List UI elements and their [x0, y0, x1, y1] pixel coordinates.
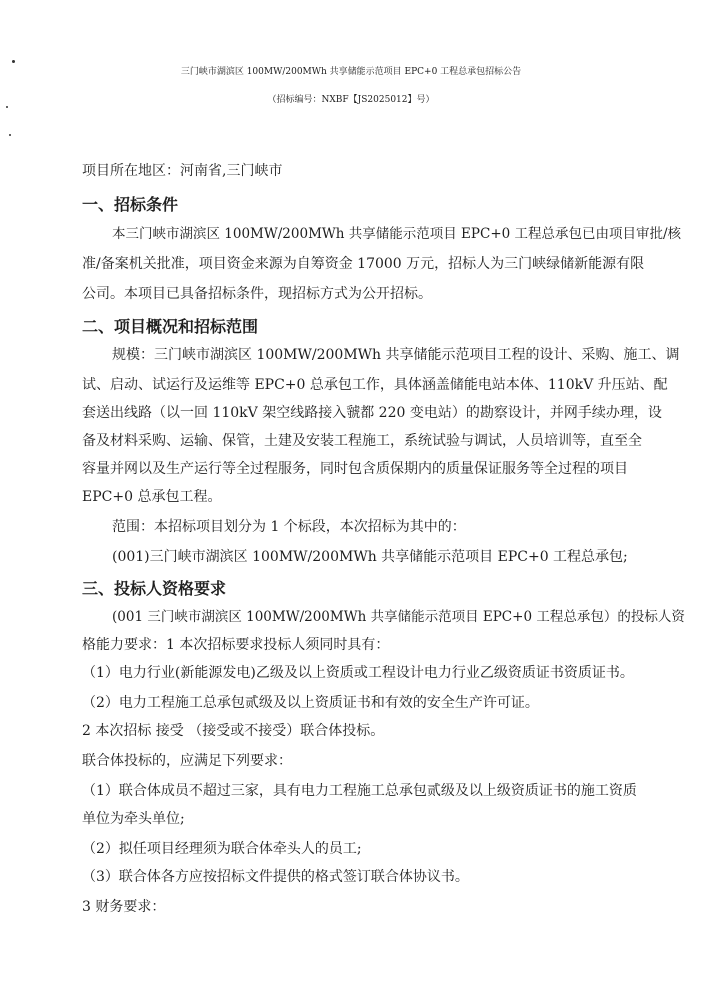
paragraph-line: (001)三门峡市湖滨区 100MW/200MWh 共享储能示范项目 EPC+0 工程总承包;	[112, 549, 628, 565]
paragraph-line: 范围：本招标项目划分为 1 个标段，本次招标为其中的：	[112, 519, 466, 535]
paragraph-line: （2）拟任项目经理须为联合体牵头人的员工;	[82, 841, 362, 857]
paragraph-line: （1）电力行业(新能源发电)乙级及以上资质或工程设计电力行业乙级资质证书资质证书。	[82, 665, 634, 681]
paragraph-line: 试、启动、试运行及运维等 EPC+0 总承包工作，具体涵盖储能电站本体、110kV 升压站、配	[82, 377, 668, 393]
paragraph-line: （1）联合体成员不超过三家，具有电力工程施工总承包贰级及以上级资质证书的施工资质	[82, 783, 637, 799]
paragraph-line: EPC+0 总承包工程。	[82, 489, 222, 505]
paragraph-line: 容量并网以及生产运行等全过程服务，同时包含质保期内的质量保证服务等全过程的项目	[82, 461, 628, 477]
section-heading: 三、投标人资格要求	[82, 579, 227, 598]
project-location: 项目所在地区：河南省,三门峡市	[82, 163, 283, 179]
paragraph-line: 本三门峡市湖滨区 100MW/200MWh 共享储能示范项目 EPC+0 工程总承包已由项目审批/核	[112, 226, 682, 242]
scan-speck	[6, 106, 8, 108]
document-title: 三门峡市湖滨区 100MW/200MWh 共享储能示范项目 EPC+0 工程总承包招标公告	[180, 67, 522, 77]
scan-speck	[12, 60, 15, 63]
scan-speck	[9, 134, 11, 136]
paragraph-line: 2 本次招标 接受 （接受或不接受）联合体投标。	[82, 723, 385, 739]
section-heading: 一、招标条件	[82, 195, 179, 214]
paragraph-line: 备及材料采购、运输、保管，土建及安装工程施工，系统试验与调试，人员培训等，直至全	[82, 433, 642, 449]
section-heading: 二、项目概况和招标范围	[82, 317, 259, 336]
paragraph-line: 格能力要求：1 本次招标要求投标人须同时具有：	[82, 637, 390, 653]
paragraph-line: 公司。本项目已具备招标条件，现招标方式为公开招标。	[82, 286, 432, 302]
paragraph-line: （2）电力工程施工总承包贰级及以上资质证书和有效的安全生产许可证。	[82, 695, 539, 711]
bid-number: （招标编号：NXBF【JS2025012】号）	[267, 95, 435, 105]
paragraph-line: (001 三门峡市湖滨区 100MW/200MWh 共享储能示范项目 EPC+0 工程总承包）的投标人资	[112, 609, 685, 625]
paragraph-line: 准/备案机关批准，项目资金来源为自筹资金 17000 万元，招标人为三门峡绿储新能源有限	[82, 256, 645, 272]
paragraph-line: 3 财务要求：	[82, 899, 166, 915]
paragraph-line: 规模：三门峡市湖滨区 100MW/200MWh 共享储能示范项目工程的设计、采购、施工、调	[112, 347, 680, 363]
paragraph-line: 套送出线路（以一回 110kV 架空线路接入虢都 220 变电站）的勘察设计，并网手续办理，设	[82, 405, 662, 421]
paragraph-line: 单位为牵头单位;	[82, 811, 185, 827]
paragraph-line: （3）联合体各方应按招标文件提供的格式签订联合体协议书。	[82, 869, 469, 885]
paragraph-line: 联合体投标的，应满足下列要求：	[82, 753, 292, 769]
